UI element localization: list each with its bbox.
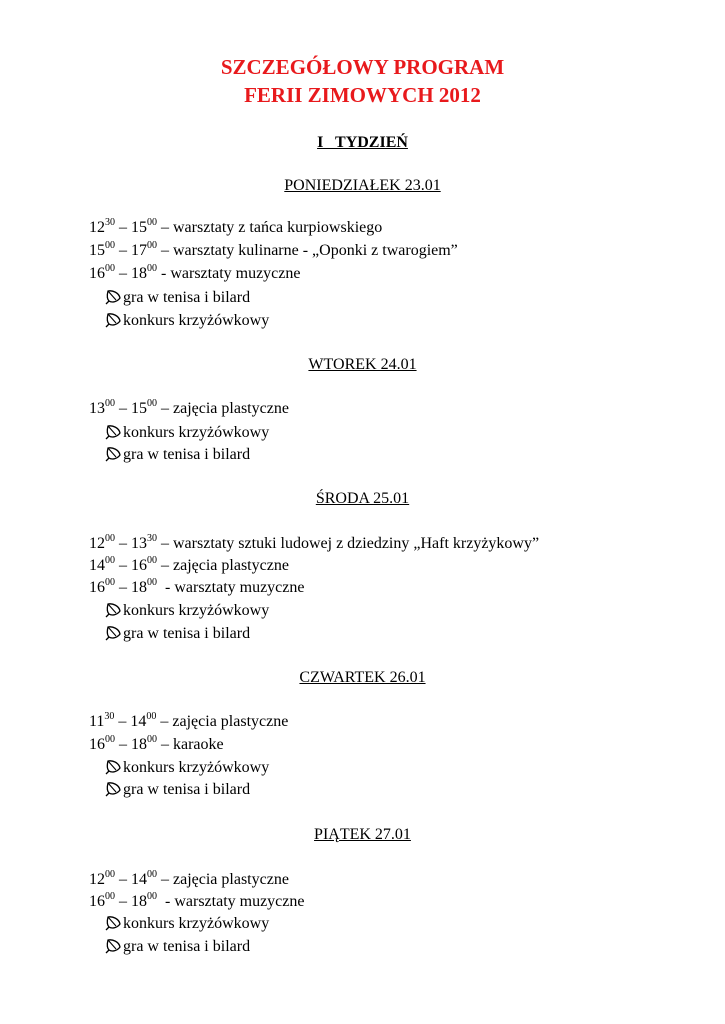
document-title-line2: FERII ZIMOWYCH 2012 <box>244 83 481 107</box>
leaf-bullet-icon <box>105 424 122 440</box>
leaf-bullet-icon <box>105 938 122 954</box>
activity-bullet: konkurs krzyżówkowy <box>105 758 269 778</box>
schedule-entry: $12^{00} - 13^{30}$ – warsztaty sztuki ludowej z dziedziny „Haft krzyżykowy” <box>89 533 540 552</box>
schedule-entry: $15^{00} - 17^{00}$ – warsztaty kulinarne - „Oponki z twarogiem” <box>89 240 458 259</box>
schedule-entry: $16^{00} - 18^{00}$ – karaoke <box>89 734 224 753</box>
leaf-bullet-icon <box>105 312 122 328</box>
day-heading-monday: PONIEDZIAŁEK 23.01 <box>284 177 441 194</box>
schedule-entry: $12^{30} - 15^{00}$ – warsztaty z tańca kurpiowskiego <box>89 217 383 236</box>
leaf-bullet-icon <box>105 602 122 618</box>
activity-bullet: gra w tenisa i bilard <box>105 780 250 800</box>
schedule-entry: $13^{00} - 15^{00}$ – zajęcia plastyczne <box>89 398 289 417</box>
activity-bullet: konkurs krzyżówkowy <box>105 914 269 934</box>
schedule-entry: $12^{00} - 14^{00}$ – zajęcia plastyczne <box>89 869 289 888</box>
leaf-bullet-icon <box>105 781 122 797</box>
document-title-line1: SZCZEGÓŁOWY PROGRAM <box>220 55 505 79</box>
schedule-entry: $16^{00} - 18^{00}$ - warsztaty muzyczne <box>89 891 305 910</box>
week-label: I TYDZIEŃ <box>317 134 408 151</box>
leaf-bullet-icon <box>105 289 122 305</box>
leaf-bullet-icon <box>105 625 122 641</box>
activity-bullet: konkurs krzyżówkowy <box>105 601 269 621</box>
activity-bullet: gra w tenisa i bilard <box>105 937 250 957</box>
day-heading-wednesday: ŚRODA 25.01 <box>315 490 410 507</box>
schedule-entry: $16^{00} - 18^{00}$ - warsztaty muzyczne <box>89 577 305 596</box>
schedule-entry: $14^{00} - 16^{00}$ – zajęcia plastyczne <box>89 555 289 574</box>
schedule-entry: $16^{00} - 18^{00}$ - warsztaty muzyczne <box>89 263 301 282</box>
leaf-bullet-icon <box>105 446 122 462</box>
activity-bullet: gra w tenisa i bilard <box>105 288 250 308</box>
activity-bullet: gra w tenisa i bilard <box>105 445 250 465</box>
activity-bullet: konkurs krzyżówkowy <box>105 311 269 331</box>
day-heading-tuesday: WTOREK 24.01 <box>308 356 417 373</box>
activity-bullet: konkurs krzyżówkowy <box>105 423 269 443</box>
leaf-bullet-icon <box>105 915 122 931</box>
day-heading-thursday: CZWARTEK 26.01 <box>299 669 426 686</box>
leaf-bullet-icon <box>105 759 122 775</box>
day-heading-friday: PIĄTEK 27.01 <box>314 826 411 843</box>
schedule-entry: $11^{30} - 14^{00}$ – zajęcia plastyczne <box>89 711 289 730</box>
activity-bullet: gra w tenisa i bilard <box>105 624 250 644</box>
